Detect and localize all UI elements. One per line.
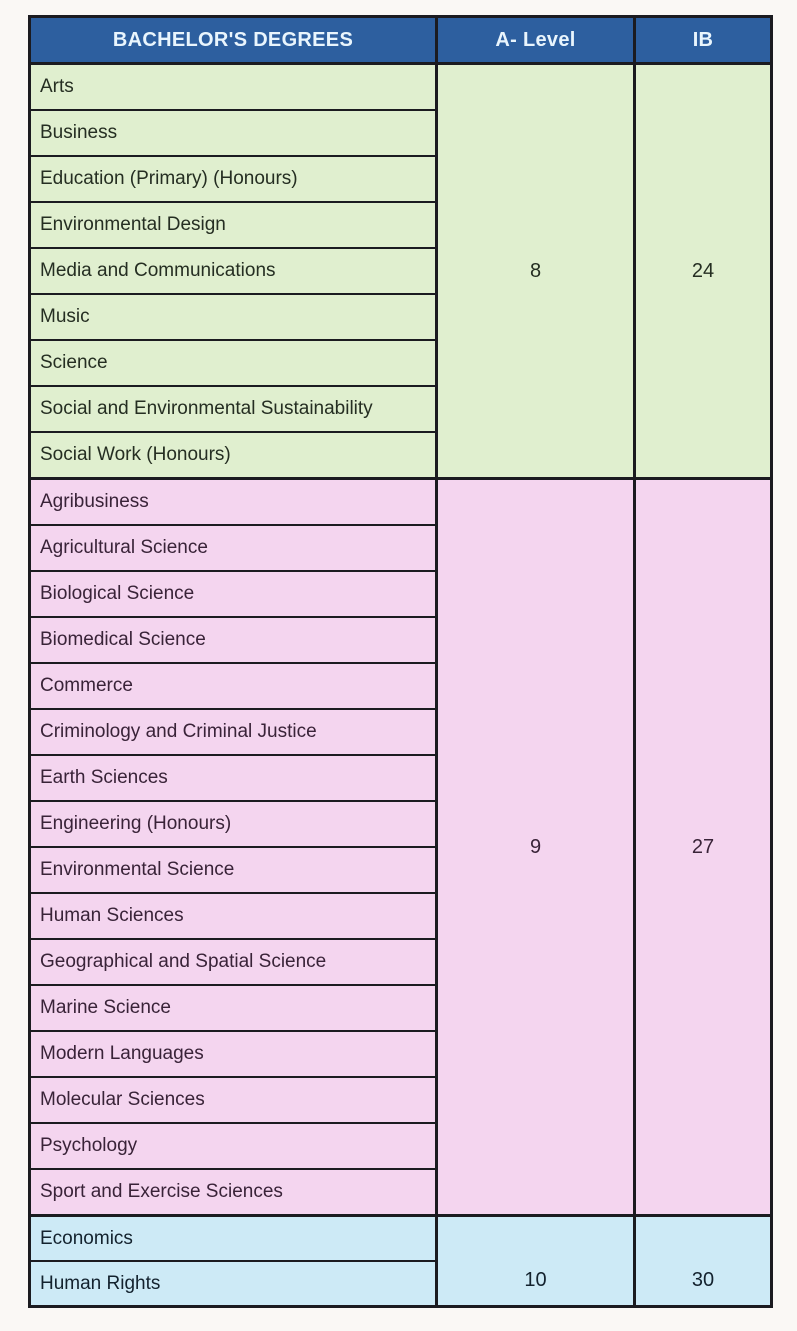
table-body xyxy=(30,64,772,1307)
degree-cell: Biomedical Science xyxy=(30,617,437,663)
degree-cell: Criminology and Criminal Justice xyxy=(30,709,437,755)
ib-value-cell: 30 xyxy=(635,1216,772,1307)
degree-cell: Social Work (Honours) xyxy=(30,432,437,479)
degree-cell: Psychology xyxy=(30,1123,437,1169)
degree-cell: Business xyxy=(30,110,437,156)
degree-cell: Agricultural Science xyxy=(30,525,437,571)
a-level-value-cell: 10 xyxy=(437,1216,635,1307)
degree-cell: Media and Communications xyxy=(30,248,437,294)
degree-cell: Economics xyxy=(30,1216,437,1262)
a-level-value-cell: 9 xyxy=(437,479,635,1216)
degree-cell: Marine Science xyxy=(30,985,437,1031)
degrees-table xyxy=(28,15,773,1308)
degree-cell: Agribusiness xyxy=(30,479,437,526)
degree-cell: Biological Science xyxy=(30,571,437,617)
degree-cell: Human Sciences xyxy=(30,893,437,939)
degree-cell: Social and Environmental Sustainability xyxy=(30,386,437,432)
degree-cell: Geographical and Spatial Science xyxy=(30,939,437,985)
degree-cell: Sport and Exercise Sciences xyxy=(30,1169,437,1216)
header-ib: IB xyxy=(635,17,772,64)
degree-cell: Commerce xyxy=(30,663,437,709)
header-row xyxy=(30,17,772,64)
degree-cell: Environmental Science xyxy=(30,847,437,893)
a-level-value-cell: 8 xyxy=(437,64,635,479)
degree-cell: Music xyxy=(30,294,437,340)
ib-value-cell: 24 xyxy=(635,64,772,479)
degree-cell: Modern Languages xyxy=(30,1031,437,1077)
degree-cell: Environmental Design xyxy=(30,202,437,248)
degree-cell: Molecular Sciences xyxy=(30,1077,437,1123)
degree-cell: Education (Primary) (Honours) xyxy=(30,156,437,202)
degree-row xyxy=(30,64,772,111)
degree-row xyxy=(30,479,772,526)
degree-cell: Human Rights xyxy=(30,1261,437,1307)
degree-cell: Engineering (Honours) xyxy=(30,801,437,847)
header-bachelors-degrees: BACHELOR'S DEGREES xyxy=(30,17,437,64)
ib-value-cell: 27 xyxy=(635,479,772,1216)
degree-row xyxy=(30,1216,772,1262)
degree-cell: Earth Sciences xyxy=(30,755,437,801)
header-a-level: A- Level xyxy=(437,17,635,64)
degree-cell: Science xyxy=(30,340,437,386)
degree-cell: Arts xyxy=(30,64,437,111)
